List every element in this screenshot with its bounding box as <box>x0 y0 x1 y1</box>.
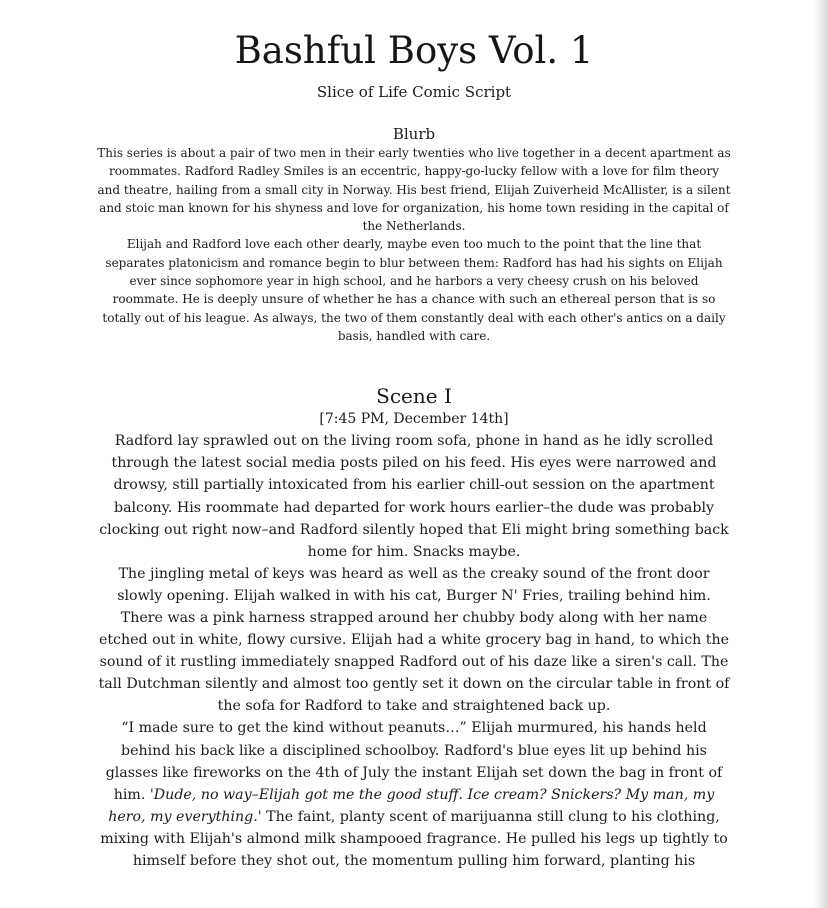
scene-section <box>96 383 732 872</box>
page-edge-shadow <box>812 0 828 908</box>
paragraph-text: “I made sure to get the kind without peanuts…” Elijah murmured, his hands held behind his back like a disciplined schoolboy. Radford's blue eyes lit up behind his glasses like fireworks on the 4th of July the instant Elijah set down the bag in front of him. <box>105 720 723 803</box>
inner-thought-text: 'Dude, no way–Elijah got me the good stuff. Ice cream? Snickers? My man, my hero, my everything.' <box>108 786 715 825</box>
blurb-paragraph: Elijah and Radford love each other dearly, maybe even too much to the point that the line that separates platonicism and romance begin to blur between them: Radford has had his sights on Elijah ever since sophomore year in high school, and he harbors a very cheesy crush on his beloved roommate. He is deeply unsure of whether he has a chance with such an ethereal person that is so totally out of his league. As always, the two of them constantly deal with each other's antics on a daily basis, handled with care. <box>102 237 726 343</box>
scene-timestamp: [7:45 PM, December 14th] <box>319 411 509 428</box>
scene-paragraph <box>96 717 732 872</box>
blurb-section <box>96 124 732 345</box>
scene-paragraph: Radford lay sprawled out on the living room sofa, phone in hand as he idly scrolled through the latest social media posts piled on his feed. His eyes were narrowed and drowsy, still partially intoxicated from his earlier chill-out session on the apartment balcony. His roommate had departed for work hours earlier–the dude was probably clocking out right now–and Radford silently hoped that Eli might bring something back home for him. Snacks maybe. <box>99 433 729 560</box>
paragraph-text: The faint, planty scent of marijuanna still clung to his clothing, mixing with Elijah's almond milk shampooed fragrance. He pulled his legs up tightly to himself before they shot out, the momentum pulling him forward, planting his <box>100 808 728 870</box>
blurb-heading: Blurb <box>392 125 436 143</box>
scene-heading: Scene I <box>376 384 452 409</box>
document-page <box>96 0 732 872</box>
document-title: Bashful Boys Vol. 1 <box>234 29 594 72</box>
blurb-paragraph: This series is about a pair of two men in their early twenties who live together in a decent apartment as roommates. Radford Radley Smiles is an eccentric, happy-go-lucky fellow with a love for film theory and theatre, hailing from a small city in Norway. His best friend, Elijah Zuiverheid McAllister, is a silent and stoic man known for his shyness and love for organization, his home town residing in the capital of the Netherlands. <box>97 146 731 234</box>
document-subtitle: Slice of Life Comic Script <box>316 83 512 101</box>
scene-paragraph: The jingling metal of keys was heard as well as the creaky sound of the front door slowly opening. Elijah walked in with his cat, Burger N' Fries, trailing behind him. There was a pink harness strapped around her chubby body along with her name etched out in white, flowy cursive. Elijah had a white grocery bag in hand, to which the sound of it rustling immediately snapped Radford out of his daze like a siren's call. The tall Dutchman silently and almost too gently set it down on the circular table in front of the sofa for Radford to take and straightened back up. <box>98 565 730 715</box>
